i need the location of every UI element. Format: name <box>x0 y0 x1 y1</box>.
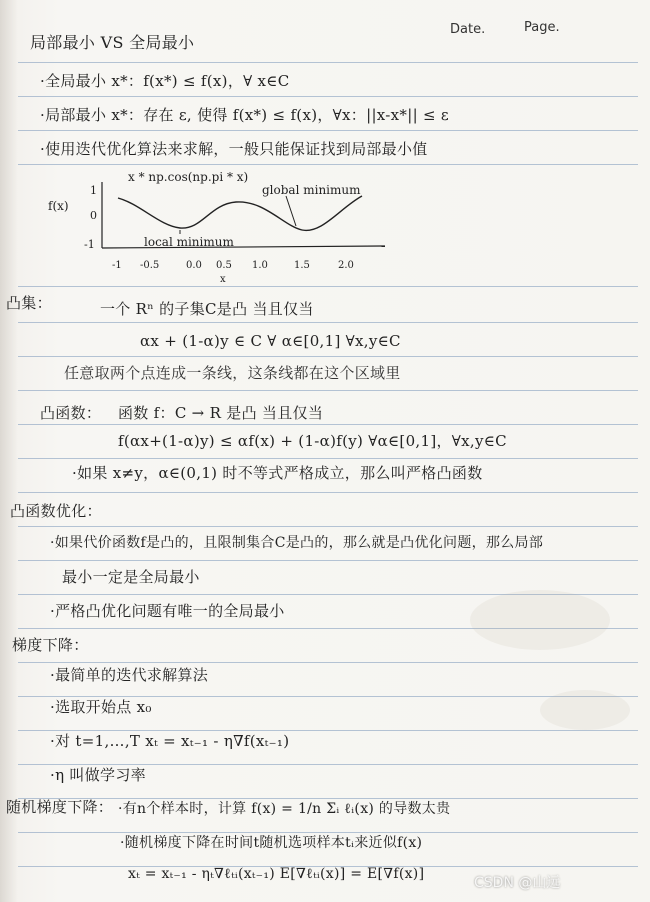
plot-xtick: 1.5 <box>294 260 310 271</box>
plot-xtick: -0.5 <box>140 260 160 271</box>
plot-xtick: 0.0 <box>186 260 202 271</box>
plot-code-label: x * np.cos(np.pi * x) <box>128 170 249 184</box>
bullet-local-min: ·局部最小 x*：存在 ε, 使得 f(x*) ≤ f(x)，∀x：||x-x*|| ≤ ε <box>40 106 450 124</box>
convex-opt-line1: ·如果代价函数f是凸的，且限制集合C是凸的，那么就是凸优化问题，那么局部 <box>50 535 544 551</box>
plot-ytick: 1 <box>90 184 97 197</box>
plot-xtick: 0.5 <box>216 260 232 271</box>
convex-func-heading: 凸函数： <box>40 404 102 422</box>
page-label: Page. <box>524 20 560 35</box>
gd-heading: 梯度下降： <box>12 636 89 654</box>
sgd-line1: ·有n个样本时，计算 f(x) = 1/n Σᵢ ℓᵢ(x) 的导数太贵 <box>118 801 451 817</box>
convex-opt-line3: ·严格凸优化问题有唯一的全局最小 <box>50 602 285 620</box>
watermark: CSDN @山远 <box>474 875 561 891</box>
function-sketch <box>40 164 400 284</box>
plot-ylabel: f(x) <box>48 199 69 213</box>
sgd-line2: ·随机梯度下降在时间t随机选项样本tᵢ来近似f(x) <box>120 835 423 851</box>
convex-set-formula: αx + (1-α)y ∈ C ∀ α∈[0,1] ∀x,y∈C <box>140 332 401 350</box>
plot-local-label: local minimum <box>144 235 234 249</box>
plot-global-label: global minimum <box>262 183 361 197</box>
gd-line1: ·最简单的迭代求解算法 <box>50 666 209 684</box>
page-title: 局部最小 VS 全局最小 <box>30 33 195 52</box>
plot-curve <box>118 196 362 230</box>
global-arrow <box>286 196 296 226</box>
paper-smudge <box>540 690 630 730</box>
sgd-heading: 随机梯度下降： <box>6 798 114 816</box>
paper-smudge <box>470 590 610 650</box>
sgd-line3: xₜ = xₜ₋₁ - ηₜ∇ℓₜᵢ(xₜ₋₁) E[∇ℓₜᵢ(x)] = E[∇f(x)] <box>128 866 425 882</box>
convex-func-def: 函数 f：C → R 是凸 当且仅当 <box>118 404 324 422</box>
gd-line4: ·η 叫做学习率 <box>50 766 146 784</box>
convex-func-formula: f(αx+(1-α)y) ≤ αf(x) + (1-α)f(y) ∀α∈[0,1]，∀x,y∈C <box>118 432 507 450</box>
plot-xtick: 2.0 <box>338 260 354 271</box>
gd-line3: ·对 t=1,…,T xₜ = xₜ₋₁ - η∇f(xₜ₋₁) <box>50 732 290 750</box>
strict-convex-note: ·如果 x≠y，α∈(0,1) 时不等式严格成立，那么叫严格凸函数 <box>72 464 483 482</box>
convex-set-heading: 凸集： <box>6 294 52 312</box>
convex-opt-line2: 最小一定是全局最小 <box>62 568 200 586</box>
date-label: Date. <box>450 22 486 37</box>
bullet-iterative: ·使用迭代优化算法来求解，一般只能保证找到局部最小值 <box>40 140 428 158</box>
plot-xtick: 1.0 <box>252 260 268 271</box>
plot-ytick: 0 <box>90 209 97 222</box>
gd-line2: ·选取开始点 x₀ <box>50 698 152 716</box>
plot-x-axis-label: x <box>220 274 226 284</box>
convex-set-def: 一个 Rⁿ 的子集C是凸 当且仅当 <box>100 300 314 318</box>
plot-xtick: -1 <box>112 260 122 271</box>
convex-opt-heading: 凸函数优化： <box>10 502 102 520</box>
bullet-global-min: ·全局最小 x*：f(x*) ≤ f(x)，∀ x∈C <box>40 72 290 90</box>
convex-set-note: 任意取两个点连成一条线，这条线都在这个区域里 <box>64 364 401 382</box>
plot-ytick: -1 <box>84 238 95 251</box>
